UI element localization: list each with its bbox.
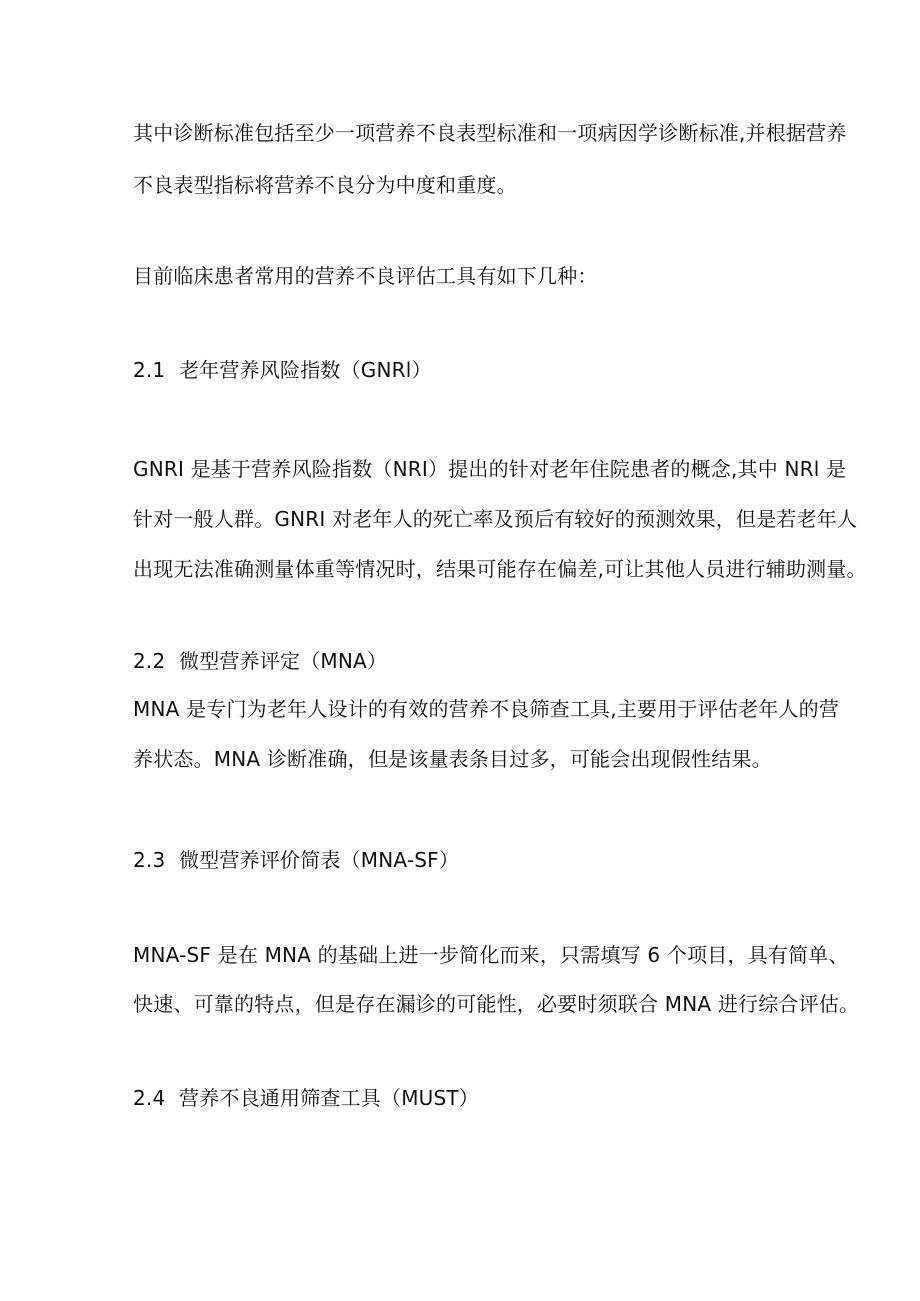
- heading-2-3-title: 微型营养评价简表（MNA-SF）: [179, 848, 460, 872]
- paragraph-gnri-line-2: 针对一般人群。GNRI 对老年人的死亡率及预后有较好的预测效果，但是若老年人: [133, 507, 858, 531]
- heading-2-4-title: 营养不良通用筛查工具（MUST）: [179, 1086, 480, 1110]
- paragraph-diagnosis-line-1: 其中诊断标准包括至少一项营养不良表型标准和一项病因学诊断标准,并根据营养: [133, 121, 847, 145]
- paragraph-diagnosis-line-2: 不良表型指标将营养不良分为中度和重度。: [133, 173, 517, 197]
- paragraph-tools-intro: 目前临床患者常用的营养不良评估工具有如下几种：: [133, 264, 598, 288]
- heading-2-1: [133, 356, 813, 384]
- paragraph-mna-line-2: 养状态。MNA 诊断准确，但是该量表条目过多，可能会出现假性结果。: [133, 747, 772, 771]
- paragraph-mna-line-1: MNA 是专门为老年人设计的有效的营养不良筛查工具,主要用于评估老年人的营: [133, 697, 840, 721]
- heading-2-3: [133, 846, 813, 874]
- heading-2-3-number: 2.3: [133, 848, 166, 872]
- heading-2-2-number: 2.2: [133, 649, 166, 673]
- paragraph-gnri-line-1: GNRI 是基于营养风险指数（NRI）提出的针对老年住院患者的概念,其中 NRl 是: [133, 457, 847, 481]
- paragraph-gnri-line-3: 出现无法准确测量体重等情况时，结果可能存在偏差,可让其他人员进行辅助测量。: [133, 557, 867, 581]
- heading-2-2-title: 微型营养评定（MNA）: [179, 649, 388, 673]
- heading-2-1-title: 老年营养风险指数（GNRl）: [179, 358, 432, 382]
- paragraph-mnasf-line-2: 快速、可靠的特点，但是存在漏诊的可能性，必要时须联合 MNA 进行综合评估。: [133, 992, 860, 1016]
- heading-2-4-number: 2.4: [133, 1086, 166, 1110]
- heading-2-1-number: 2.1: [133, 358, 166, 382]
- heading-2-2: [133, 647, 813, 675]
- heading-2-4: [133, 1084, 813, 1112]
- paragraph-mnasf-line-1: MNA-SF 是在 MNA 的基础上进一步简化而来，只需填写 6 个项目，具有简单、: [133, 943, 849, 967]
